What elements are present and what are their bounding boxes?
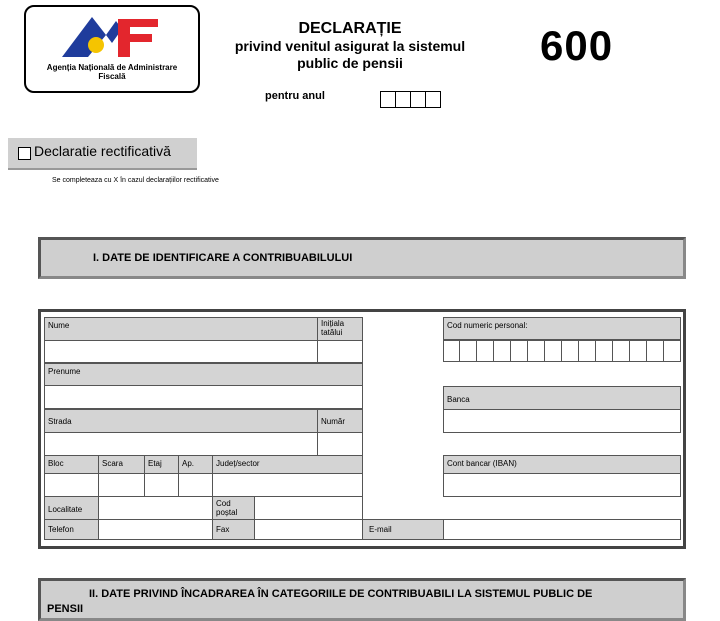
identification-form	[38, 309, 686, 549]
iban-input[interactable]	[443, 473, 681, 497]
telefon-input[interactable]	[98, 519, 213, 540]
numar-label-cell: Număr	[317, 409, 363, 433]
ap-label-cell: Ap.	[178, 455, 213, 474]
judet-input[interactable]	[212, 473, 363, 497]
form-number: 600	[540, 22, 614, 69]
banca-label-cell: Banca	[443, 386, 681, 410]
section-2-header: II. DATE PRIVIND ÎNCADRAREA ÎN CATEGORIILE DE CONTRIBUABILI LA SISTEMUL PUBLIC DE PENSII	[38, 578, 686, 621]
iban-label-cell: Cont bancar (IBAN)	[443, 455, 681, 474]
initiala-label-cell: Inițiala tatălui	[317, 317, 363, 341]
bloc-input[interactable]	[44, 473, 99, 497]
initiala-input[interactable]	[317, 340, 363, 363]
email-input[interactable]	[443, 519, 681, 540]
email-label-cell: E-mail	[362, 519, 444, 540]
anaf-logo-icon	[26, 7, 198, 63]
bloc-label-cell: Bloc	[44, 455, 99, 474]
agency-logo	[24, 5, 200, 93]
etaj-label-cell: Etaj	[144, 455, 179, 474]
cnp-input[interactable]	[443, 340, 681, 362]
rectificativa-option[interactable]	[8, 138, 197, 170]
scara-label-cell: Scara	[98, 455, 145, 474]
strada-label-cell: Strada	[44, 409, 318, 433]
fax-label-cell: Fax	[212, 519, 255, 540]
rectificativa-note: Se completeaza cu X în cazul declarațiilor rectificative	[52, 177, 219, 184]
localitate-input[interactable]	[98, 496, 213, 520]
telefon-label-cell: Telefon	[44, 519, 99, 540]
localitate-label-cell: Localitate	[44, 496, 99, 520]
prenume-label-cell: Prenume	[44, 363, 363, 386]
cod-postal-label-cell: Cod poștal	[212, 496, 255, 520]
year-label: pentru anul	[265, 90, 325, 102]
fax-input[interactable]	[254, 519, 363, 540]
prenume-input[interactable]	[44, 385, 363, 409]
rectificativa-checkbox[interactable]	[18, 147, 31, 160]
etaj-input[interactable]	[144, 473, 179, 497]
agency-name: Agenția Națională de Administrare Fiscală	[46, 63, 178, 81]
cnp-label-cell: Cod numeric personal:	[443, 317, 681, 340]
nume-input[interactable]	[44, 340, 318, 363]
strada-input[interactable]	[44, 432, 318, 456]
cod-postal-input[interactable]	[254, 496, 363, 520]
scara-input[interactable]	[98, 473, 145, 497]
section-1-header: I. DATE DE IDENTIFICARE A CONTRIBUABILULUI	[38, 237, 686, 279]
form-title: DECLARAȚIE privind venitul asigurat la sistemul public de pensii	[234, 20, 466, 71]
ap-input[interactable]	[178, 473, 213, 497]
nume-label-cell: Nume	[44, 317, 318, 341]
numar-input[interactable]	[317, 432, 363, 456]
judet-label-cell: Județ/sector	[212, 455, 363, 474]
year-input[interactable]	[380, 91, 441, 108]
banca-input[interactable]	[443, 409, 681, 433]
rectificativa-label: Declaratie rectificativă	[34, 143, 171, 159]
